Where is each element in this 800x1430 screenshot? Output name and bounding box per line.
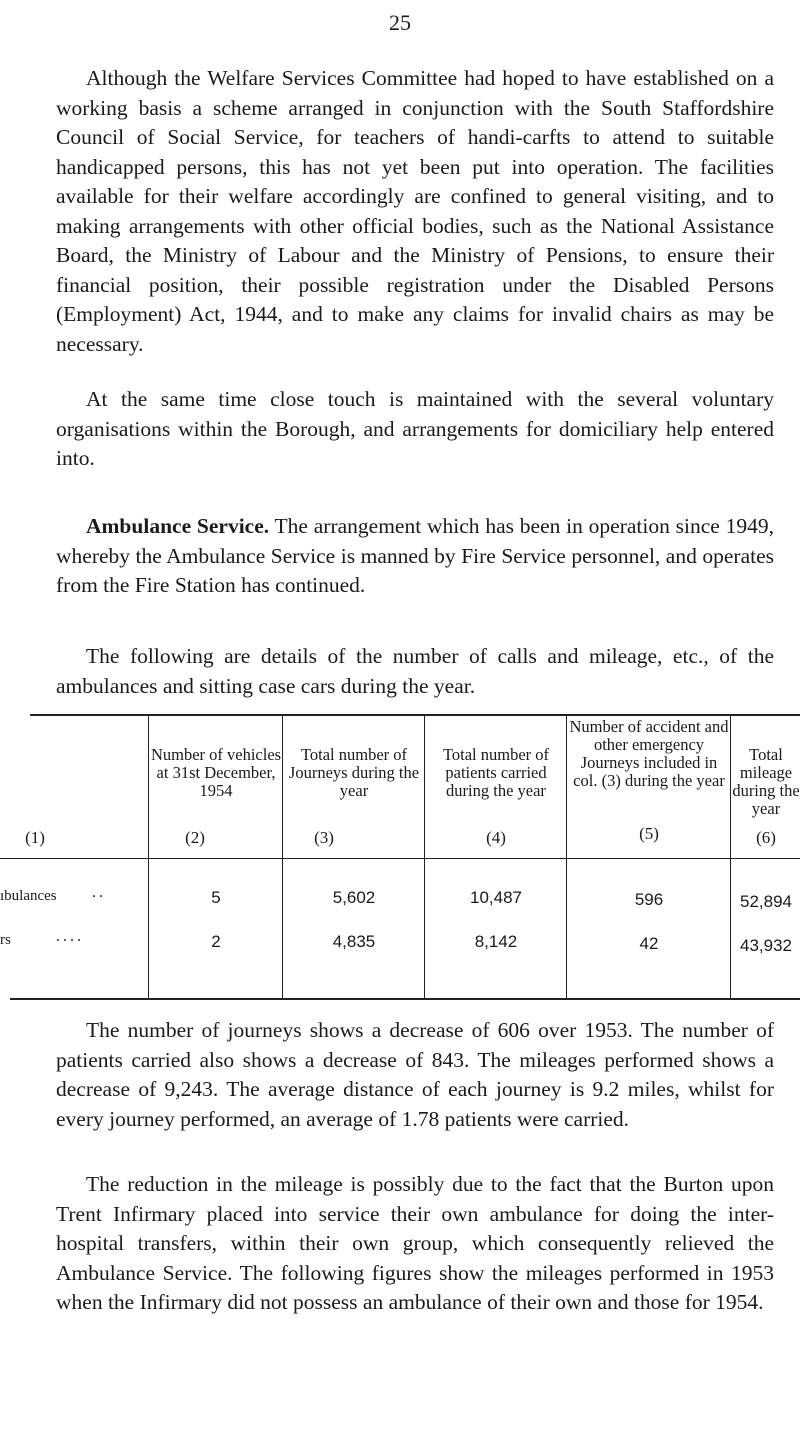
paragraph-mileage-reduction: The reduction in the mileage is possibly due to the fact that the Burton upon Trent Infirmary placed into service their own ambulance for doing the inter-hospital transfers, within their own group, which consequently relieved the Ambulance Service. The following figures show the mileages performed in 1953 when the Infirmary did not possess an ambulance of their own and those for 1954. bbox=[56, 1172, 774, 1314]
paragraph-journey-decrease: The number of journeys shows a decrease of 606 over 1953. The number of patients carried also shows a decrease of 843. The mileages performed shows a decrease of 9,243. The average distance of each journey is 9.2 miles, whilst for every journey performed, an average of 1.78 patients were carried. bbox=[56, 1018, 774, 1131]
section-heading-ambulance-service: Ambulance Service. bbox=[86, 514, 270, 538]
column-divider bbox=[730, 716, 731, 998]
cell-emergency: 42 bbox=[639, 934, 659, 953]
paragraph-voluntary-organisations: At the same time close touch is maintained with the several voluntary organisations within the Borough, and arrangements for domiciliary help entered into. bbox=[56, 387, 774, 470]
cell-patients: 8,142 bbox=[474, 932, 518, 951]
cell-mileage: 52,894 bbox=[740, 892, 792, 911]
ambulance-statistics-table bbox=[0, 712, 800, 1002]
paragraph-welfare-services: Although the Welfare Services Committee had hoped to have established on a working basis a scheme arranged in conjunction with the South Staffordshire Council of Social Service, for teachers of handi-carfts to attend to suitable handicapped persons, this has not yet been put into operation. The facilities available for their welfare accordingly are confined to general visiting, and to making arrangements with other official bodies, such as the National Assistance Board, the Ministry of Labour and the Ministry of Pensions, to ensure their financial position, their possible registration under the Disabled Persons (Employment) Act, 1944, and to make any claims for invalid chairs as may be necessary. bbox=[56, 66, 774, 356]
table-bottom-rule bbox=[10, 998, 800, 1000]
row-leader-dots: .. bbox=[92, 884, 106, 901]
cell-mileage: 43,932 bbox=[740, 936, 792, 955]
table-header-rule bbox=[0, 858, 800, 859]
row-label: rs bbox=[0, 932, 11, 948]
row-label: ıbulances bbox=[0, 888, 57, 904]
cell-journeys: 4,835 bbox=[332, 932, 376, 951]
header-col-6-number: (6) bbox=[756, 828, 776, 847]
header-col-4-number: (4) bbox=[486, 828, 506, 847]
column-divider bbox=[424, 716, 425, 998]
header-journeys: Total number of Journeys during the year bbox=[288, 745, 420, 800]
cell-vehicles: 5 bbox=[211, 888, 221, 907]
paragraph-table-intro: The following are details of the number of calls and mileage, etc., of the ambulances and sitting case cars during the year. bbox=[56, 644, 774, 698]
column-divider bbox=[282, 716, 283, 998]
header-patients: Total number of patients carried during the year bbox=[442, 745, 550, 800]
header-col-2-number: (2) bbox=[185, 828, 205, 847]
page-number: 25 bbox=[389, 10, 411, 35]
cell-journeys: 5,602 bbox=[332, 888, 376, 907]
paragraph-ambulance-service-body: The arrangement which has been in operation since 1949, whereby the Ambulance Service is manned by Fire Service personnel, and operates from the Fire Station has continued. bbox=[56, 514, 774, 597]
header-col-1-number: (1) bbox=[25, 828, 45, 847]
header-mileage: Total mileage during the year bbox=[732, 745, 800, 818]
cell-emergency: 596 bbox=[634, 890, 664, 909]
paragraph-ambulance-service bbox=[56, 512, 774, 601]
header-emergency: Number of accident and other emergency Journeys included in col. (3) during the year bbox=[569, 717, 729, 790]
column-divider bbox=[148, 716, 149, 998]
row-leader-dots: .... bbox=[56, 928, 84, 945]
cell-patients: 10,487 bbox=[470, 888, 522, 907]
header-vehicles: Number of vehicles at 31st December, 1954 bbox=[150, 745, 282, 800]
column-divider bbox=[566, 716, 567, 998]
table-top-rule bbox=[30, 714, 800, 716]
header-col-5-number: (5) bbox=[639, 824, 659, 843]
header-col-3-number: (3) bbox=[314, 828, 334, 847]
cell-vehicles: 2 bbox=[211, 932, 221, 951]
